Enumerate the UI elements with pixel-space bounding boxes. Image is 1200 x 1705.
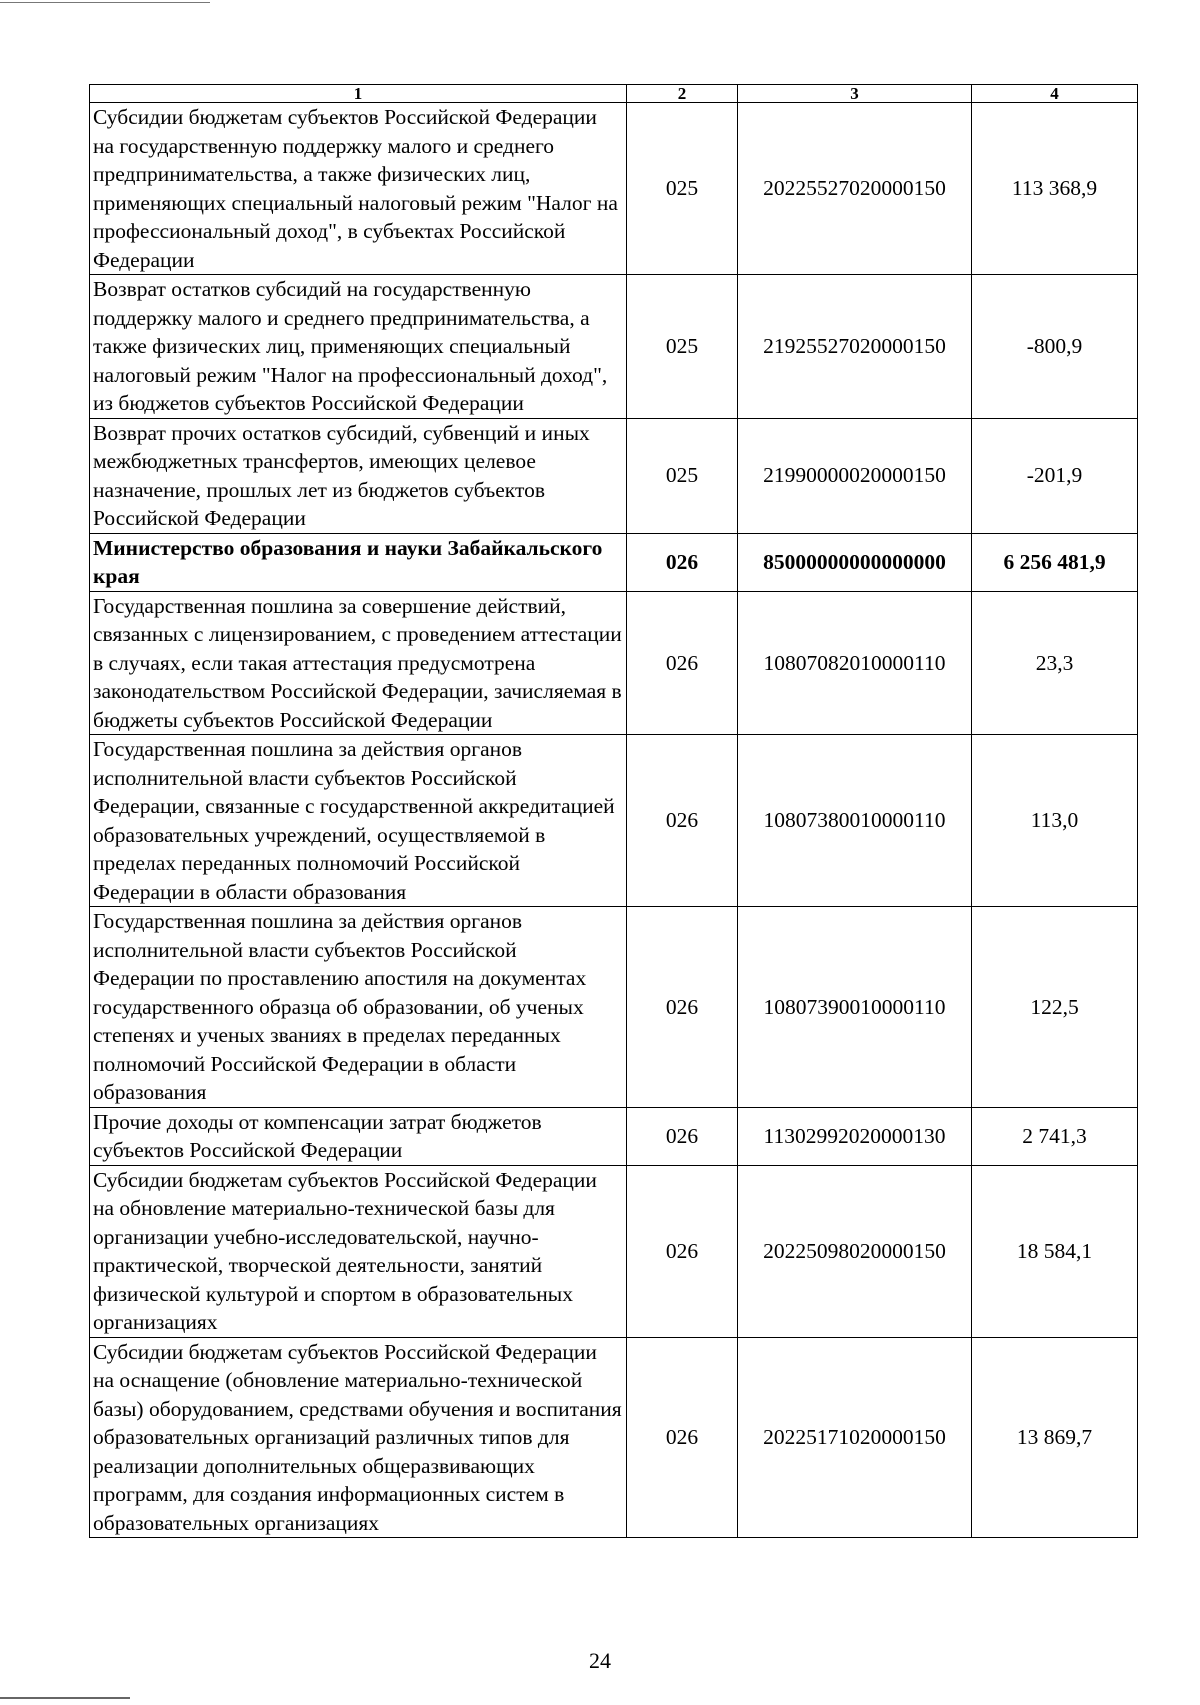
table-row-ministry-total [90, 533, 1138, 591]
column-header-1: 1 [90, 85, 627, 103]
row-name: Субсидии бюджетам субъектов Российской Федерации на обновление материально-технической базы для организации учебно-исследовательской, научно-практической, творческой деятельности, занятий физической культурой и спортом в образовательных организациях [90, 1165, 627, 1337]
row-amount: -201,9 [972, 418, 1138, 533]
row-amount: 23,3 [972, 591, 1138, 735]
table-row [90, 103, 1138, 275]
row-name: Прочие доходы от компенсации затрат бюджетов субъектов Российской Федерации [90, 1107, 627, 1165]
row-budget-code: 21990000020000150 [738, 418, 972, 533]
row-name: Государственная пошлина за действия органов исполнительной власти субъектов Российской Федерации по проставлению апостиля на документах государственного образца об образовании, об ученых степенях и ученых званиях в пределах переданных полномочий Российской Федерации в области образования [90, 907, 627, 1108]
row-budget-code: 20225171020000150 [738, 1337, 972, 1538]
row-budget-code: 11302992020000130 [738, 1107, 972, 1165]
row-name: Государственная пошлина за действия органов исполнительной власти субъектов Российской Федерации, связанные с государственной аккредитацией образовательных учреждений, осуществляемой в пределах переданных полномочий Российской Федерации в области образования [90, 735, 627, 907]
row-admin-code: 026 [627, 907, 738, 1108]
row-amount: 6 256 481,9 [972, 533, 1138, 591]
table-row [90, 1337, 1138, 1538]
column-header-3: 3 [738, 85, 972, 103]
row-budget-code: 10807390010000110 [738, 907, 972, 1108]
row-budget-code: 20225527020000150 [738, 103, 972, 275]
row-name: Государственная пошлина за совершение действий, связанных с лицензированием, с проведением аттестации в случаях, если такая аттестация предусмотрена законодательством Российской Федерации, зачисляемая в бюджеты субъектов Российской Федерации [90, 591, 627, 735]
row-admin-code: 025 [627, 103, 738, 275]
row-admin-code: 026 [627, 1165, 738, 1337]
row-admin-code: 026 [627, 533, 738, 591]
row-admin-code: 025 [627, 275, 738, 419]
row-budget-code: 85000000000000000 [738, 533, 972, 591]
row-amount: -800,9 [972, 275, 1138, 419]
document-sheet [89, 84, 1137, 1538]
row-amount: 18 584,1 [972, 1165, 1138, 1337]
row-amount: 2 741,3 [972, 1107, 1138, 1165]
table-header-row [90, 85, 1138, 103]
row-admin-code: 026 [627, 591, 738, 735]
row-admin-code: 026 [627, 735, 738, 907]
table-row [90, 1165, 1138, 1337]
table-row [90, 591, 1138, 735]
row-name: Министерство образования и науки Забайкальского края [90, 533, 627, 591]
row-name: Субсидии бюджетам субъектов Российской Федерации на государственную поддержку малого и среднего предпринимательства, а также физических лиц, применяющих специальный налоговый режим "Налог на профессиональный доход", в субъектах Российской Федерации [90, 103, 627, 275]
row-name: Субсидии бюджетам субъектов Российской Федерации на оснащение (обновление материально-технической базы) оборудованием, средствами обучения и воспитания образовательных организаций различных типов для реализации дополнительных общеразвивающих программ, для создания информационных систем в образовательных организациях [90, 1337, 627, 1538]
page-number: 24 [589, 1648, 611, 1673]
row-amount: 113 368,9 [972, 103, 1138, 275]
table-row [90, 907, 1138, 1108]
row-budget-code: 21925527020000150 [738, 275, 972, 419]
row-amount: 113,0 [972, 735, 1138, 907]
row-amount: 122,5 [972, 907, 1138, 1108]
table-row [90, 275, 1138, 419]
row-admin-code: 025 [627, 418, 738, 533]
column-header-2: 2 [627, 85, 738, 103]
row-admin-code: 026 [627, 1107, 738, 1165]
row-name: Возврат прочих остатков субсидий, субвенций и иных межбюджетных трансфертов, имеющих целевое назначение, прошлых лет из бюджетов субъектов Российской Федерации [90, 418, 627, 533]
table-row [90, 418, 1138, 533]
table-row [90, 735, 1138, 907]
revenue-table [89, 84, 1138, 1538]
row-admin-code: 026 [627, 1337, 738, 1538]
scan-edge-bottom [0, 1697, 130, 1699]
row-budget-code: 20225098020000150 [738, 1165, 972, 1337]
column-header-4: 4 [972, 85, 1138, 103]
row-budget-code: 10807380010000110 [738, 735, 972, 907]
row-budget-code: 10807082010000110 [738, 591, 972, 735]
table-row [90, 1107, 1138, 1165]
row-amount: 13 869,7 [972, 1337, 1138, 1538]
scan-edge-top [0, 2, 210, 3]
row-name: Возврат остатков субсидий на государственную поддержку малого и среднего предпринимательства, а также физических лиц, применяющих специальный налоговый режим "Налог на профессиональный доход", из бюджетов субъектов Российской Федерации [90, 275, 627, 419]
